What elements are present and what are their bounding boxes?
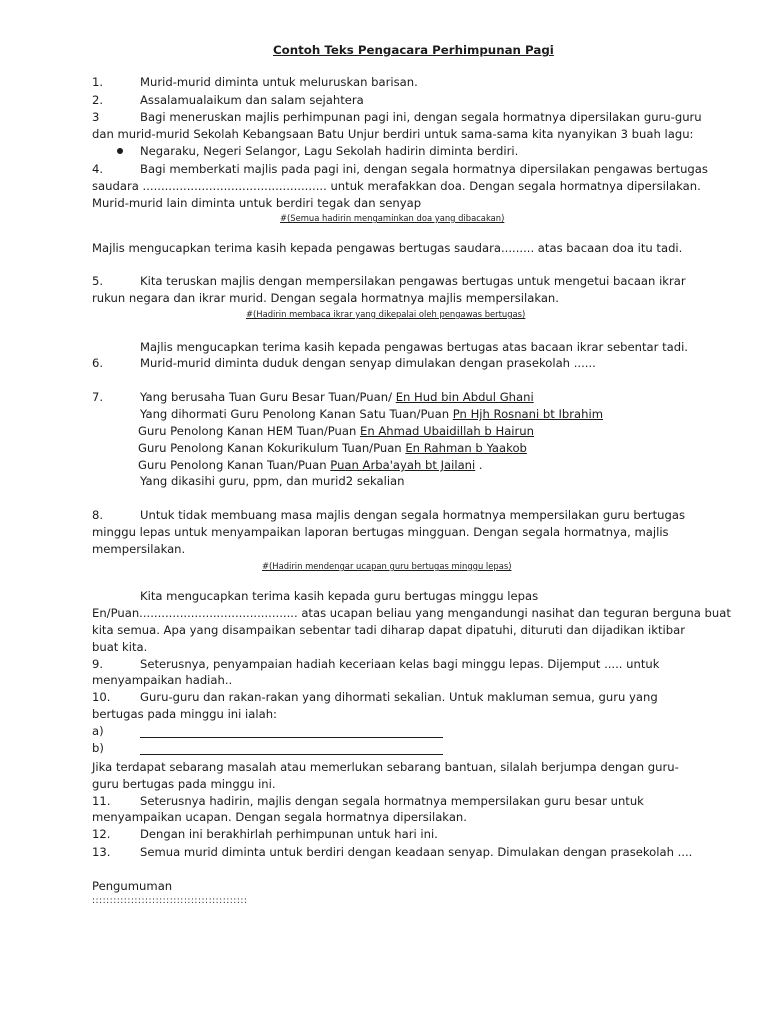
item-number: 5. <box>92 274 104 288</box>
item-number: 11. <box>92 794 111 808</box>
blank-line-a[interactable] <box>140 737 443 738</box>
item-8-line-2: minggu lepas untuk menyampaikan laporan bertugas mingguan. Dengan segala hormatnya, majlis <box>92 525 669 539</box>
announcement-heading: Pengumuman <box>92 879 173 893</box>
thanks-line: Kita mengucapkan terima kasih kepada guru bertugas minggu lepas <box>140 589 539 603</box>
item-3-line-1: Bagi meneruskan majlis perhimpunan pagi ini, dengan segala hormatnya dipersilakan guru-guru <box>140 110 702 124</box>
person-name: Puan Arba'ayah bt Jailani <box>330 458 476 472</box>
greeting-row: Guru Penolong Kanan Tuan/Puan Puan Arba'ayah bt Jailani . <box>138 458 483 472</box>
person-name: En Ahmad Ubaidillah b Hairun <box>360 424 534 438</box>
thanks-line: Majlis mengucapkan terima kasih kepada pengawas bertugas saudara......... atas bacaan doa itu tadi. <box>92 241 683 255</box>
item-4-line-1: Bagi memberkati majlis pada pagi ini, dengan segala hormatnya dipersilakan pengawas bertugas <box>140 162 708 176</box>
item-12-text: Dengan ini berakhirlah perhimpunan untuk hari ini. <box>140 827 438 841</box>
greeting-row: Yang dikasihi guru, ppm, dan murid2 sekalian <box>140 474 405 488</box>
item-8-line-1: Untuk tidak membuang masa majlis dengan segala hormatnya mempersilakan guru bertugas <box>140 508 686 522</box>
thanks-line: En/Puan........................................... atas ucapan beliau yang mengandungi nasihat dan teguran berguna buat <box>92 606 731 620</box>
thanks-line: Majlis mengucapkan terima kasih kepada pengawas bertugas atas bacaan ikrar sebentar tadi. <box>140 340 688 354</box>
bullet-text: Negaraku, Negeri Selangor, Lagu Sekolah hadirin diminta berdiri. <box>140 144 519 158</box>
item-number: 12. <box>92 827 111 841</box>
item-number: 2. <box>92 93 104 107</box>
item-number: 13. <box>92 845 111 859</box>
item-11-line-1: Seterusnya hadirin, majlis dengan segala hormatnya mempersilakan guru besar untuk <box>140 794 644 808</box>
item-1-text: Murid-murid diminta untuk meluruskan barisan. <box>140 75 418 89</box>
thanks-line: kita semua. Apa yang disampaikan sebentar tadi diharap dapat dipatuhi, dituruti dan dijadikan iktibar <box>92 623 685 637</box>
item-number: 9. <box>92 657 104 671</box>
item-6-text: Murid-murid diminta duduk dengan senyap dimulakan dengan prasekolah ...... <box>140 356 596 370</box>
item-number: 3 <box>92 110 100 124</box>
thanks-line: buat kita. <box>92 640 148 654</box>
blank-label-a: a) <box>92 724 104 738</box>
jika-line-2: guru bertugas pada minggu ini. <box>92 777 276 791</box>
item-10-line-2: bertugas pada minggu ini ialah: <box>92 707 277 721</box>
stage-note: #(Hadirin mendengar ucapan guru bertugas minggu lepas) <box>262 561 512 571</box>
greeting-row: Guru Penolong Kanan HEM Tuan/Puan En Ahmad Ubaidillah b Hairun <box>138 424 534 438</box>
item-number: 1. <box>92 75 104 89</box>
item-number: 7. <box>92 390 104 404</box>
blank-line-b[interactable] <box>140 754 443 755</box>
blank-label-b: b) <box>92 741 104 755</box>
stage-note: #(Hadirin membaca ikrar yang dikepalai oleh pengawas bertugas) <box>246 309 526 319</box>
item-9-line-2: menyampaikan hadiah.. <box>92 673 233 687</box>
stage-note: #(Semua hadirin mengaminkan doa yang dibacakan) <box>280 213 505 223</box>
greeting-row: Guru Penolong Kanan Kokurikulum Tuan/Puan En Rahman b Yaakob <box>138 441 527 455</box>
item-11-line-2: menyampaikan ucapan. Dengan segala hormatnya dipersilakan. <box>92 810 467 824</box>
item-2-text: Assalamualaikum dan salam sejahtera <box>140 93 364 107</box>
announcement-dots: :::::::::::::::::::::::::::::::::::::::::::: <box>92 896 248 906</box>
item-9-line-1: Seterusnya, penyampaian hadiah keceriaan kelas bagi minggu lepas. Dijemput ..... untuk <box>140 657 660 671</box>
item-number: 8. <box>92 508 104 522</box>
bullet-icon <box>117 148 123 154</box>
document-title: Contoh Teks Pengacara Perhimpunan Pagi <box>273 43 554 57</box>
person-name: En Rahman b Yaakob <box>405 441 527 455</box>
person-name: Pn Hjh Rosnani bt Ibrahim <box>452 407 604 421</box>
item-10-line-1: Guru-guru dan rakan-rakan yang dihormati sekalian. Untuk makluman semua, guru yang <box>140 690 658 704</box>
item-number: 10. <box>92 690 111 704</box>
item-5-line-1: Kita teruskan majlis dengan mempersilakan pengawas bertugas untuk mengetui bacaan ikrar <box>140 274 686 288</box>
greeting-row: Yang berusaha Tuan Guru Besar Tuan/Puan/ En Hud bin Abdul Ghani <box>140 390 534 404</box>
item-number: 6. <box>92 356 104 370</box>
item-13-text: Semua murid diminta untuk berdiri dengan keadaan senyap. Dimulakan dengan prasekolah .... <box>140 845 693 859</box>
item-4-line-2: saudara .................................................. untuk merafakkan doa. Dengan segala hormatnya dipersilakan. <box>92 179 701 193</box>
greeting-row: Yang dihormati Guru Penolong Kanan Satu Tuan/Puan Pn Hjh Rosnani bt Ibrahim <box>140 407 604 421</box>
person-name: En Hud bin Abdul Ghani <box>395 390 534 404</box>
item-5-line-2: rukun negara dan ikrar murid. Dengan segala hormatnya majlis mempersilakan. <box>92 291 559 305</box>
jika-line-1: Jika terdapat sebarang masalah atau memerlukan sebarang bantuan, silalah berjumpa dengan guru- <box>92 760 679 774</box>
item-3-line-2: dan murid-murid Sekolah Kebangsaan Batu Unjur berdiri untuk sama-sama kita nyanyikan 3 buah lagu: <box>92 127 694 141</box>
item-4-line-3: Murid-murid lain diminta untuk berdiri tegak dan senyap <box>92 196 422 210</box>
item-number: 4. <box>92 162 104 176</box>
item-8-line-3: mempersilakan. <box>92 542 186 556</box>
